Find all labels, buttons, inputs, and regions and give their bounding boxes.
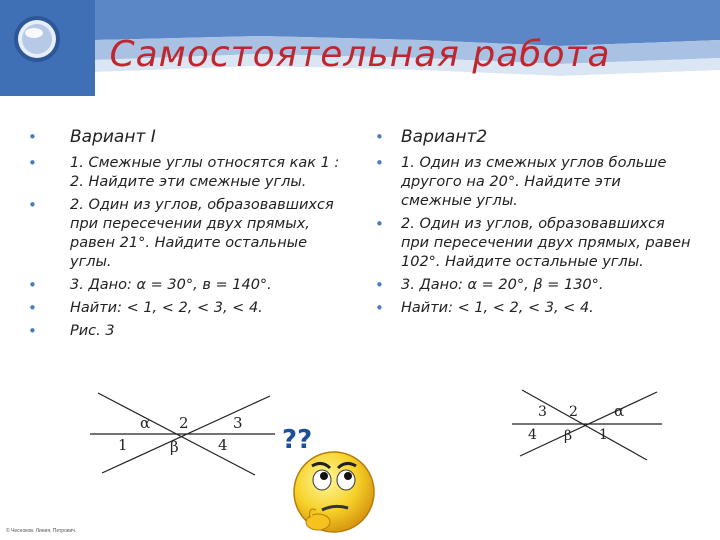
thinking-smiley-icon <box>278 418 378 538</box>
bullet-icon: • <box>375 299 384 317</box>
label-1: 1 <box>118 436 128 454</box>
label-2: 2 <box>179 414 189 432</box>
credit-text: © Чесноков. Линия. Петрович. <box>6 528 77 534</box>
variant-1-column <box>28 126 353 345</box>
label-beta: β <box>564 428 573 444</box>
bullet-icon: • <box>375 128 384 146</box>
label-3: 3 <box>233 414 243 432</box>
list-item: • 2. Один из углов, образовавшихся при пересечении двух прямых, равен 21°. Найдите остальные углы. <box>28 196 334 270</box>
bullet-icon: • <box>28 322 37 340</box>
list-item: • 2. Один из углов, образовавшихся при пересечении двух прямых, равен 102°. Найдите остальные углы. <box>375 215 691 270</box>
bullet-icon: • <box>375 215 384 233</box>
label-4: 4 <box>528 427 537 443</box>
bullet-icon: • <box>28 276 37 294</box>
label-alpha: α <box>614 402 625 420</box>
bullet-icon: • <box>375 154 384 172</box>
list-item: • 3. Дано: α = 20°, β = 130°. <box>375 276 604 294</box>
label-alpha: α <box>140 414 151 432</box>
bullet-icon: • <box>28 154 37 172</box>
label-4: 4 <box>218 436 228 454</box>
label-beta: β <box>170 438 179 456</box>
label-3: 3 <box>538 404 547 420</box>
list-item: • 1. Один из смежных углов больше другого на 20°. Найдите эти смежные углы. <box>375 154 667 209</box>
bullet-icon: • <box>375 276 384 294</box>
figure-variant-2 <box>512 386 662 464</box>
bullet-icon: • <box>28 196 37 214</box>
list-item: • Найти: < 1, < 2, < 3, < 4. <box>28 299 263 317</box>
label-2: 2 <box>569 404 578 420</box>
bullet-icon: • <box>28 128 37 146</box>
figure-variant-1 <box>90 388 275 478</box>
bullet-icon: • <box>28 299 37 317</box>
variant-2-column <box>375 126 693 322</box>
variant-2-heading: • Вариант2 <box>375 127 488 147</box>
list-item: • Рис. 3 <box>28 322 115 340</box>
list-item: • 1. Смежные углы относятся как 1 : 2. Найдите эти смежные углы. <box>28 154 340 190</box>
variant-1-heading: • Вариант I <box>28 127 156 147</box>
list-item: • 3. Дано: α = 30°, в = 140°. <box>28 276 272 294</box>
slide-title: Самостоятельная работа <box>109 34 611 75</box>
figure-line <box>522 390 647 460</box>
list-item: • Найти: < 1, < 2, < 3, < 4. <box>375 299 594 317</box>
question-marks: ?? <box>282 425 313 455</box>
label-1: 1 <box>599 427 608 443</box>
